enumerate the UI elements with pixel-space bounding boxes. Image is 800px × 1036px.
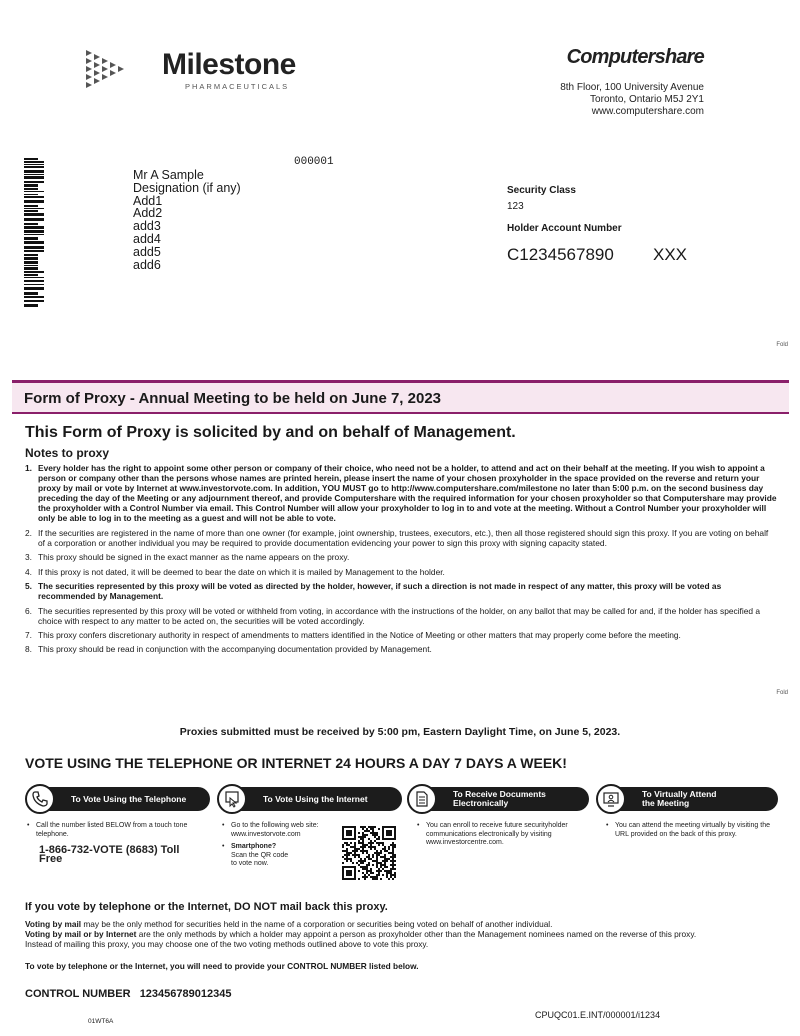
- agent-logo: Computershare: [566, 46, 704, 68]
- issuer-logo: [84, 46, 314, 96]
- internet-label: To Vote Using the Internet: [263, 793, 368, 804]
- solicit-heading: This Form of Proxy is solicited by and on behalf of Management.: [25, 424, 516, 441]
- do-not-mail-notice: If you vote by telephone or the Internet, DO NOT mail back this proxy.: [25, 901, 388, 913]
- virtual-instructions: • You can attend the meeting virtually by visiting the URL provided on the back of this proxy.: [606, 822, 778, 839]
- internet-instructions: • Go to the following web site: www.investorvote.com • Smartphone? Scan the QR code to vote now.: [222, 822, 337, 869]
- fold-mark: Fold: [776, 690, 788, 696]
- holder-address: Mr A Sample Designation (if any) Add1 Add2 add3 add4 add5 add6: [133, 168, 241, 272]
- internet-vote-pill: [217, 784, 402, 814]
- vote-heading: VOTE USING THE TELEPHONE OR INTERNET 24 HOURS A DAY 7 DAYS A WEEK!: [25, 755, 567, 771]
- investorvote-link[interactable]: www.investorvote.com: [231, 830, 301, 838]
- note-item: 8. This proxy should be read in conjunction with the accompanying documentation provided by Management.: [25, 644, 432, 655]
- note-item: 1. Every holder has the right to appoint some other person or company of their choice, who need not be a holder, to attend and act on their behalf at the meeting. If you wish to appoint a person or company other than the persons whose names are printed herein, please insert the name of your chosen proxyholder in the space provided on the reverse and return your proxy by mail or vote by Internet at www.investorvote.com. In addition, YOU MUST go to http://www.computershare.com/milestone no later than 5:00 p.m. on the second business day preceding the day of the Meeting or any adjournment thereof, and provide Computershare with the required information for your chosen proxyholder so that Computershare may provide the proxyholder with a Control Number via email. This Control Number will allow your proxyholder to log in to and vote at the meeting. Without a Control Number your proxyholder will only be able to log in to the meeting as a guest and will not be able to vote.: [25, 463, 777, 524]
- person-screen-icon: [602, 790, 620, 808]
- note-item: 4. If this proxy is not dated, it will be deemed to bear the date on which it is mailed by Management to the holder.: [25, 566, 445, 577]
- notes-list: [25, 463, 777, 659]
- virtual-attend-pill: [596, 784, 778, 814]
- agent-address: 8th Floor, 100 University Avenue Toronto, Ontario M5J 2Y1 www.computershare.com: [560, 82, 704, 117]
- security-class-label: Security Class: [507, 185, 576, 196]
- security-class-value: 123: [507, 201, 524, 212]
- account-number-label: Holder Account Number: [507, 223, 622, 234]
- note-item: 5. The securities represented by this proxy will be voted as directed by the holder, however, if such a direction is not made in respect of any matter, this proxy will be voted as recommended by Management.: [25, 581, 722, 602]
- account-number: C1234567890: [507, 245, 614, 264]
- phone-icon: [31, 790, 49, 808]
- telephone-instructions: • Call the number listed BELOW from a touch tone telephone. 1-866-732-VOTE (8683) Toll Free: [27, 822, 197, 863]
- notes-heading: Notes to proxy: [25, 446, 110, 460]
- voting-method-paragraph: Voting by mail may be the only method for securities held in the name of a corporation or securities being voted on behalf of another individual. Voting by mail or by Internet are the only methods by which a holder may appoint a person as proxyholder other than the Management nominees named on the reverse of this proxy. Instead of mailing this proxy, you may choose one of the two voting methods outlined above to vote this proxy.: [25, 919, 697, 949]
- electronic-label: To Receive Documents Electronically: [453, 789, 546, 808]
- sequence-number: 000001: [294, 156, 334, 168]
- electronic-delivery-pill: [407, 784, 589, 814]
- form-banner: [12, 380, 789, 414]
- electronic-instructions: • You can enroll to receive future securityholder communications electronically by visiting www.investorcentre.com.: [417, 822, 587, 848]
- issuer-name: Milestone: [162, 48, 296, 81]
- note-item: 2. If the securities are registered in the name of more than one owner (for example, joint ownership, trustees, executors, etc.), then all those registered should sign this proxy. If you are voting on behalf of a corporation or another individual you may be required to provide documentation evidencing your power to sign this proxy with signing capacity stated.: [25, 527, 769, 548]
- toll-free-number: 1-866-732-VOTE (8683) Toll Free: [39, 844, 180, 865]
- form-reference: CPUQC01.E.INT/000001/i1234: [535, 1010, 661, 1020]
- cursor-icon: [223, 790, 241, 808]
- control-number: CONTROL NUMBER 123456789012345: [25, 988, 232, 1000]
- account-suffix: XXX: [653, 245, 688, 264]
- form-code: 01WT6A: [88, 1018, 114, 1025]
- note-item: 6. The securities represented by this proxy will be voted or withheld from voting, in accordance with the instructions of the holder, on any ballot that may be called for and, if the holder has specified a choice with respect to any matter to be acted on, the securities will be voted accordingly.: [25, 605, 761, 626]
- milestone-logo-icon: [84, 48, 128, 92]
- issuer-subtitle: PHARMACEUTICALS: [185, 82, 290, 91]
- note-item: 7. This proxy confers discretionary authority in respect of amendments to matters identified in the Notice of Meeting or other matters that may properly come before the meeting.: [25, 630, 681, 641]
- telephone-label: To Vote Using the Telephone: [71, 793, 187, 804]
- deadline-notice: Proxies submitted must be received by 5:00 pm, Eastern Daylight Time, on June 5, 2023.: [179, 726, 621, 738]
- note-item: 3. This proxy should be signed in the exact manner as the name appears on the proxy.: [25, 552, 350, 563]
- fold-mark: Fold: [776, 342, 788, 348]
- document-icon: [413, 790, 431, 808]
- telephone-vote-pill: [25, 784, 210, 814]
- postal-barcode: [24, 158, 44, 308]
- control-number-note: To vote by telephone or the Internet, you will need to provide your CONTROL NUMBER listed below.: [25, 961, 419, 971]
- qr-code[interactable]: [342, 826, 396, 880]
- virtual-label: To Virtually Attend the Meeting: [642, 789, 717, 808]
- banner-title: Form of Proxy - Annual Meeting to be held on June 7, 2023: [24, 390, 442, 407]
